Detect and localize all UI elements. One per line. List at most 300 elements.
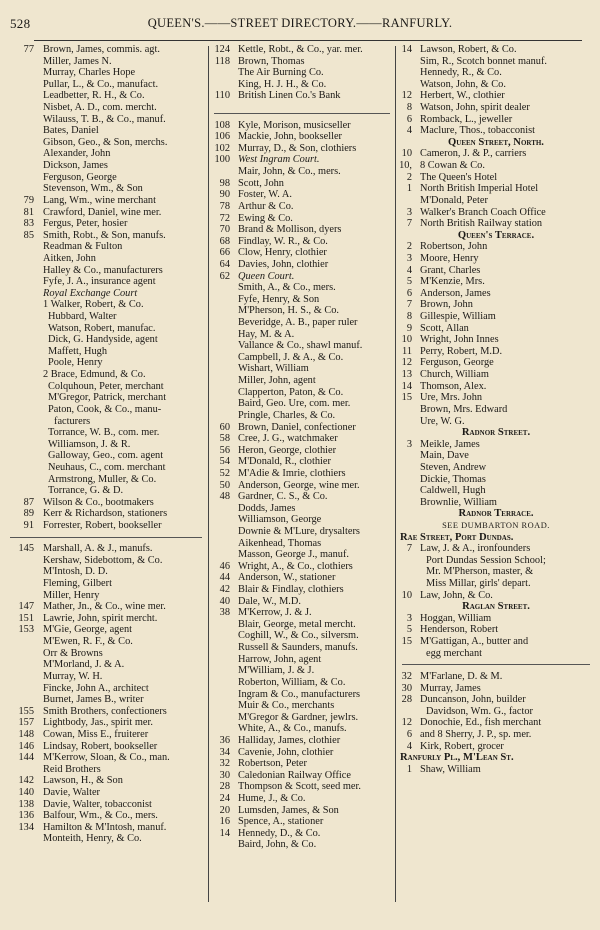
entry-text: Smith, A., & Co., mers. [238,282,336,294]
directory-entry [210,90,394,102]
entry-text: Ure, W. G. [420,415,465,427]
street-heading: Queen's Terrace. [457,229,535,241]
house-number: 7 [406,299,412,311]
entry-text: Hennedy, D., & Co. [238,827,321,839]
entry-text: Duncanson, John, builder [420,694,526,706]
entry-text: Reid Brothers [43,763,101,775]
house-number: 10 [401,148,412,160]
directory-entry [6,276,206,288]
directory-entry [6,392,206,404]
entry-text: M'Gregor & Gardner, jewlrs. [238,711,359,723]
directory-entry [210,433,394,445]
entry-text: North British Imperial Hotel [420,183,539,195]
entry-text: Harrow, John, agent [238,653,322,665]
entry-text: Roberton, William, & Co. [238,676,346,688]
directory-entry [210,642,394,654]
entry-text: Dodds, James [238,502,296,514]
directory-entry [210,561,394,573]
directory-entry [6,787,206,799]
entry-text: Hubbard, Walter [48,311,117,323]
entry-text: Donochie, Ed., fish merchant [420,717,542,729]
directory-entry [398,241,594,253]
directory-entry [6,253,206,265]
entry-text: Mair, John, & Co., mers. [238,166,341,178]
entry-text: Lawrie, John, spirit mercht. [43,612,158,624]
entry-text: Aikenhead, Thomas [238,537,322,549]
directory-entry [398,67,594,79]
directory-entry [6,601,206,613]
house-number: 2 [406,171,412,183]
directory-entry [398,160,594,172]
directory-entry [210,712,394,724]
house-number: 50 [219,479,230,491]
entry-text: Maffett, Hugh [48,345,107,357]
directory-entry [6,160,206,172]
directory-entry [210,282,394,294]
entry-text: Ferguson, George [43,171,117,183]
entry-text: Wilauss, T. B., & Co., manuf. [43,113,166,125]
directory-entry [6,172,206,184]
house-number: 8 [406,102,412,114]
section-rule [6,532,206,544]
directory-entry [6,624,206,636]
directory-entry [398,717,594,729]
directory-entry [210,305,394,317]
entry-text: egg merchant [426,647,483,659]
entry-text: Davies, John, clothier [238,258,329,270]
entry-text: Brownlie, William [420,496,497,508]
entry-text: Gillespie, William [420,311,496,323]
section-rule [210,108,394,120]
directory-entry [6,497,206,509]
entry-text: M'Ewen, R. F., & Co. [43,636,133,648]
directory-entry [6,450,206,462]
directory-entry [398,648,594,660]
house-number: 6 [406,287,412,299]
directory-entry [210,723,394,735]
directory-entry [210,758,394,770]
house-number: 14 [401,44,412,55]
directory-entry [210,375,394,387]
house-number: 140 [18,787,34,798]
directory-entry [6,137,206,149]
entry-text: Gardner, C. S., & Co. [238,491,328,503]
directory-entry [6,683,206,695]
entry-text: Armstrong, Muller, & Co. [48,473,157,485]
house-number: 60 [219,421,230,433]
entry-text: Dickie, Thomas [420,473,486,485]
entry-text: Brown, Daniel, confectioner [238,421,356,433]
directory-entry [398,183,594,195]
entry-text: Halley & Co., manufacturers [43,264,163,276]
entry-text: M'Farlane, D. & M. [420,670,503,682]
page-number: 528 [10,16,31,31]
directory-entry [210,665,394,677]
directory-entry [210,735,394,747]
house-number: 52 [219,467,230,479]
house-number: 3 [406,206,412,218]
house-number: 56 [219,444,230,456]
directory-entry [6,636,206,648]
directory-entry [210,677,394,689]
entry-text: Perry, Robert, M.D. [420,345,503,357]
entry-text: Watson, Robert, manufac. [48,322,156,334]
entry-text: Murray, Charles Hope [43,67,136,79]
house-number: 28 [401,694,412,706]
entry-text: Russell & Saunders, manufs. [238,642,358,654]
house-number: 124 [214,44,230,55]
entry-text: Torrance, W. B., com. mer. [48,427,160,439]
entry-text: Robertson, John [420,241,488,253]
entry-text: Orr & Browns [43,647,103,659]
entry-text: Cameron, J. & P., carriers [420,148,527,160]
house-number: 24 [219,793,230,804]
entry-text: M'Adie & Imrie, clothiers [238,467,346,479]
directory-entry [398,195,594,207]
entry-text: Davie, Walter, tobacconist [43,798,152,810]
entry-text: Miss Millar, girls' depart. [426,578,531,590]
house-number: 30 [219,769,230,781]
house-number: 142 [18,775,34,787]
directory-entry [210,503,394,515]
directory-entry [398,729,594,741]
directory-entry [398,566,594,578]
house-number: 145 [18,543,34,555]
entry-text: Muir & Co., merchants [238,700,335,712]
entry-text: Fleming, Gilbert [43,578,112,590]
directory-entry [6,404,206,416]
entry-text: Murray, W. H. [43,670,103,682]
entry-text: Davie, Walter [43,787,100,798]
directory-entry [6,474,206,486]
entry-text: Church, William [420,369,489,381]
entry-text: Beveridge, A. B., paper ruler [238,317,358,329]
house-number: 64 [219,258,230,270]
directory-entry [398,172,594,184]
house-number: 118 [214,55,230,67]
house-number: 4 [406,125,412,137]
entry-text: Watson, John, & Co. [420,78,506,90]
house-number: 12 [401,357,412,369]
cross-reference: SEE DUMBARTON ROAD. [442,520,550,530]
directory-entry [398,125,594,137]
entry-text: Mackie, John, bookseller [238,131,342,143]
entry-text: Blair, George, metal mercht. [238,618,356,630]
house-number: 5 [406,276,412,288]
directory-entry [6,671,206,683]
house-number: 90 [219,189,230,201]
directory-entry [398,741,594,753]
directory-entry [210,689,394,701]
entry-text: M'William, J. & J. [238,665,315,677]
entry-text: Anderson, James [420,287,491,299]
directory-entry [398,450,594,462]
house-number: 87 [23,496,34,508]
house-number: 8 [406,311,412,323]
house-number: 14 [401,380,412,392]
entry-text: Williamson, George [238,514,322,526]
directory-entry [6,764,206,776]
entry-text: Marshall, A. & J., manufs. [43,543,153,555]
directory-entry [210,828,394,840]
house-number: 46 [219,560,230,572]
directory-entry [398,764,594,776]
entry-text: Scott, John [238,177,284,189]
directory-entry [398,416,594,428]
house-number: 5 [406,624,412,636]
directory-entry [6,590,206,602]
entry-text: M'Gattigan, A., butter and [420,636,529,648]
entry-text: British Linen Co.'s Bank [238,90,341,102]
house-number: 28 [219,781,230,793]
entry-text: Spence, A., stationer [238,816,324,828]
entry-text: Masson, George J., manuf. [238,549,349,561]
directory-entry [6,717,206,729]
column-divider [208,46,209,902]
house-number: 32 [401,670,412,682]
directory-entry [398,624,594,636]
house-number: 70 [219,224,230,236]
entry-text: Grant, Charles [420,264,481,276]
directory-entry [210,44,394,56]
directory-entry [398,148,594,160]
entry-text: Wishart, William [238,363,309,375]
house-number: 20 [219,804,230,816]
entry-text: M'Pherson, H. S., & Co. [238,305,340,317]
street-heading: Radnor Terrace. [458,508,534,520]
directory-entry [6,833,206,845]
entry-text: Stevenson, Wm., & Son [43,183,143,195]
entry-text: Mather, Jn., & Co., wine mer. [43,601,166,613]
directory-entry [6,543,206,555]
entry-text: Watson, John, spirit dealer [420,102,530,114]
entry-text: Thomson, Alex. [420,380,487,392]
directory-entry [398,543,594,555]
house-number: 66 [219,247,230,259]
entry-text: Miller, John, agent [238,375,316,387]
page-header [0,0,600,34]
directory-entry [398,439,594,451]
directory-entry [398,497,594,509]
directory-entry [210,793,394,805]
entry-text: Pringle, Charles, & Co. [238,409,336,421]
running-head: QUEEN'S.——STREET DIRECTORY.——RANFURLY. [147,16,453,30]
house-number: 54 [219,456,230,468]
header-rule [34,40,582,41]
house-number: 15 [401,636,412,648]
entry-text: Sim, R., Scotch bonnet manuf. [420,55,547,67]
entry-text: 1 Walker, Robert, & Co. [43,299,144,311]
entry-text: 2 Brace, Edmund, & Co. [43,369,146,381]
entry-text: Anderson, W., stationer [238,572,336,584]
directory-entry [210,213,394,225]
entry-text: Brown, James, commis. agt. [43,44,160,55]
directory-entry [6,810,206,822]
directory-entry [6,230,206,242]
entry-text: M'Kerrow, J. & J. [238,607,312,619]
directory-entry [210,143,394,155]
directory-entry [6,729,206,741]
entry-text: M'Gregor, Patrick, merchant [48,392,167,404]
entry-text: Brand & Mollison, dyers [238,224,342,236]
directory-entry [398,357,594,369]
directory-entry [398,474,594,486]
directory-entry [6,148,206,160]
entry-text: Steven, Andrew [420,461,487,473]
directory-entry [398,288,594,300]
entry-text: Murray, James [420,682,481,694]
directory-entry [6,67,206,79]
entry-text: The Air Burning Co. [238,67,324,79]
entry-text: Kershaw, Sidebottom, & Co. [43,554,163,566]
house-number: 3 [406,438,412,450]
entry-text: Lindsay, Robert, bookseller [43,740,158,752]
entry-text: Findlay, W. R., & Co. [238,235,328,247]
house-number: 100 [214,154,230,166]
house-number: 144 [18,752,34,764]
house-number: 15 [401,392,412,404]
directory-entry [210,456,394,468]
directory-entry [6,555,206,567]
directory-entry [210,329,394,341]
entry-text: Campbell, J. & A., & Co. [238,351,344,363]
entry-text: Clow, Henry, clothier [238,247,327,259]
house-number: 34 [219,746,230,758]
entry-text: Foster, W. A. [238,189,292,201]
entry-text: Fyfe, J. A., insurance agent [43,276,156,288]
directory-entry [210,178,394,190]
directory-entry [6,822,206,834]
entry-text: Gibson, Geo., & Son, merchs. [43,136,168,148]
street-heading: Rae Street, Port Dundas. [400,531,514,543]
house-number: 77 [23,44,34,55]
directory-entry [210,514,394,526]
directory-entry [398,311,594,323]
house-number: 72 [219,212,230,224]
directory-entry [398,90,594,102]
house-number: 85 [23,229,34,241]
entry-text: Ure, Mrs. John [420,392,483,404]
house-number: 12 [401,717,412,729]
directory-entry [6,79,206,91]
entry-text: Poole, Henry [48,357,103,369]
entry-text: Arthur & Co. [238,200,294,212]
entry-text: facturers [54,415,91,427]
directory-entry [6,462,206,474]
directory-entry [398,392,594,404]
house-number: 102 [214,142,230,154]
entry-text: Ferguson, George [420,357,494,369]
directory-entry [6,183,206,195]
house-number: 89 [23,508,34,520]
directory-entry [210,654,394,666]
entry-text: Scott, Allan [420,322,469,334]
entry-text: Dale, W., M.D. [238,595,301,607]
directory-entry [210,584,394,596]
entry-text: White, A., & Co., manufs. [238,723,347,735]
directory-entry [398,706,594,718]
house-number: 2 [406,241,412,253]
directory-entry [6,485,206,497]
house-number: 7 [406,543,412,555]
entry-text: Colquhoun, Peter, merchant [48,380,164,392]
directory-entry [398,381,594,393]
house-number: 153 [18,624,34,636]
house-number: 157 [18,717,34,729]
directory-entry [6,114,206,126]
entry-text: Dick, G. Handyside, agent [48,334,158,346]
entry-text: Davidson, Wm. G., factor [426,705,533,717]
house-number: 48 [219,491,230,503]
directory-entry [210,839,394,851]
directory-entry [6,241,206,253]
entry-text: Main, Dave [420,450,469,462]
entry-text: Dickson, James [43,160,108,172]
directory-entry [398,265,594,277]
house-number: 32 [219,758,230,770]
house-number: 108 [214,119,230,131]
entry-text: Lumsden, James, & Son [238,804,339,816]
entry-text: Cree, J. G., watchmaker [238,433,338,445]
entry-text: Aitken, John [43,252,96,264]
entry-text: Williamson, J. & R. [48,438,131,450]
directory-entry [398,79,594,91]
column-2 [210,44,394,851]
directory-entry [210,747,394,759]
entry-text: Galloway, Geo., com. agent [48,450,164,462]
entry-text: Baird, Geo. Ure, com. mer. [238,398,351,410]
house-number: 78 [219,200,230,212]
entry-text: Forrester, Robert, bookseller [43,519,162,531]
house-number: 58 [219,433,230,445]
entry-text: Kerr & Richardson, stationers [43,508,168,520]
entry-text: West Ingram Court. [238,154,320,166]
directory-entry [6,311,206,323]
house-number: 147 [18,601,34,613]
house-number: 9 [406,322,412,334]
entry-text: Nisbet, A. D., com. mercht. [43,102,157,114]
entry-text: Blair & Findlay, clothiers [238,584,344,596]
directory-entry [210,56,394,68]
house-number: 155 [18,705,34,717]
directory-entry [210,607,394,619]
house-number: 40 [219,595,230,607]
entry-text: Cowan, Miss E., fruiterer [43,728,149,740]
entry-text: Herbert, W., clothier [420,90,505,102]
street-heading: Queen Street, North. [448,136,544,148]
entry-text: M'Kerrow, Sloan, & Co., man. [43,752,170,764]
entry-text: Smith, Robt., & Son, manufs. [43,229,166,241]
entry-text: King, H. J. H., & Co. [238,78,327,90]
column-divider [395,46,396,902]
entry-text: Caldwell, Hugh [420,485,486,497]
entry-text: Maclure, Thos., tobacconist [420,125,535,137]
street-heading: Ranfurly Pl., M'Lean St. [400,752,514,764]
directory-entry [6,578,206,590]
directory-entry [398,683,594,695]
directory-entry [398,44,594,56]
entry-text: Kettle, Robt., & Co., yar. mer. [238,44,363,55]
entry-text: Pullar, L., & Co., manufact. [43,78,159,90]
directory-entry [398,369,594,381]
entry-text: Heron, George, clothier [238,444,337,456]
directory-entry [6,125,206,137]
entry-text: Lightbody, Jas., spirit mer. [43,717,153,729]
house-number: 148 [18,728,34,740]
entry-text: Halliday, James, clothier [238,734,341,746]
entry-text: Smith Brothers, confectioners [43,705,167,717]
house-number: 138 [18,798,34,810]
